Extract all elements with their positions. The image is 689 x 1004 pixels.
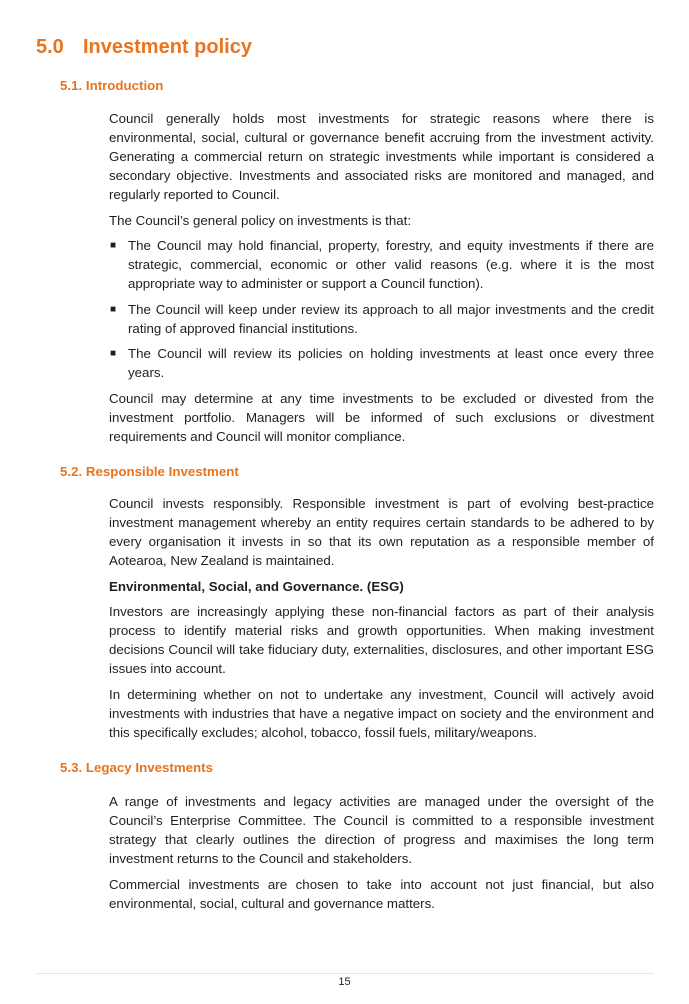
subsection-title-introduction: 5.1. Introduction [60,78,164,93]
responsible-investment-body [109,494,654,748]
footer-divider [36,973,654,974]
section-heading-title: Investment policy [83,36,252,58]
page-number: 15 [338,976,351,988]
esg-subheading: Environmental, Social, and Governance. (ESG) [109,578,404,594]
section-heading-number: 5.0 [36,36,64,58]
paragraph: Commercial investments are chosen to take into account not just financial, but also environmental, social, cultural and governance matters. [109,876,654,911]
square-bullet-icon: ■ [110,348,117,360]
square-bullet-icon: ■ [110,303,117,315]
paragraph: Council may determine at any time investments to be excluded or divested from the investment portfolio. Managers will be informed of such exclusions or divestment requirements and Council will monitor compliance. [109,390,654,444]
section-heading [36,36,252,59]
paragraph: The Council’s general policy on investments is that: [109,212,412,228]
paragraph: A range of investments and legacy activities are managed under the oversight of the Council’s Enterprise Committee. The Council is committed to a responsible investment strategy that clearly outlines the direction of progress and maximises the long term investment returns to the Council and stakeholders. [109,794,654,866]
subsection-title-legacy-investments: 5.3. Legacy Investments [60,760,213,775]
policy-bullet-list [109,236,654,382]
list-item [109,344,654,382]
legacy-investments-body [109,792,654,919]
paragraph: Council invests responsibly. Responsible investment is part of evolving best-practice investment management whereby an entity requires certain standards to be adhered to by every organisation it invests in so that its own reputation as a responsible member of Aotearoa, New Zealand is maintained. [109,496,654,568]
list-item [109,300,654,338]
subsection-title-responsible-investment: 5.2. Responsible Investment [60,464,239,479]
paragraph: Council generally holds most investments for strategic reasons where there is environmental, social, cultural or governance benefit accruing from the investment activity. Generating a commercial return on strategic investments while important is considered a secondary objective. Investments and associated risks are monitored and managed, and regularly reported to Council. [109,111,654,202]
paragraph: In determining whether on not to undertake any investment, Council will actively avoid investments with industries that have a negative impact on society and the environment and this specifically excludes; alcohol, tobacco, fossil fuels, military/weapons. [109,686,654,740]
square-bullet-icon: ■ [110,240,117,252]
list-item-text: The Council will review its policies on holding investments at least once every three years. [128,346,654,381]
list-item [109,236,654,293]
list-item-text: The Council will keep under review its approach to all major investments and the credit rating of approved financial institutions. [128,301,654,336]
introduction-body [109,109,654,453]
list-item-text: The Council may hold financial, property, forestry, and equity investments if there are strategic, commercial, economic or other valid reasons (e.g. where it is the most appropriate way to administer or support a Council function). [128,238,654,292]
paragraph: Investors are increasingly applying these non-financial factors as part of their analysis process to identify material risks and growth opportunities. When making investment decisions Council will take fiduciary duty, externalities, disclosures, and other important ESG issues into account. [109,604,654,677]
